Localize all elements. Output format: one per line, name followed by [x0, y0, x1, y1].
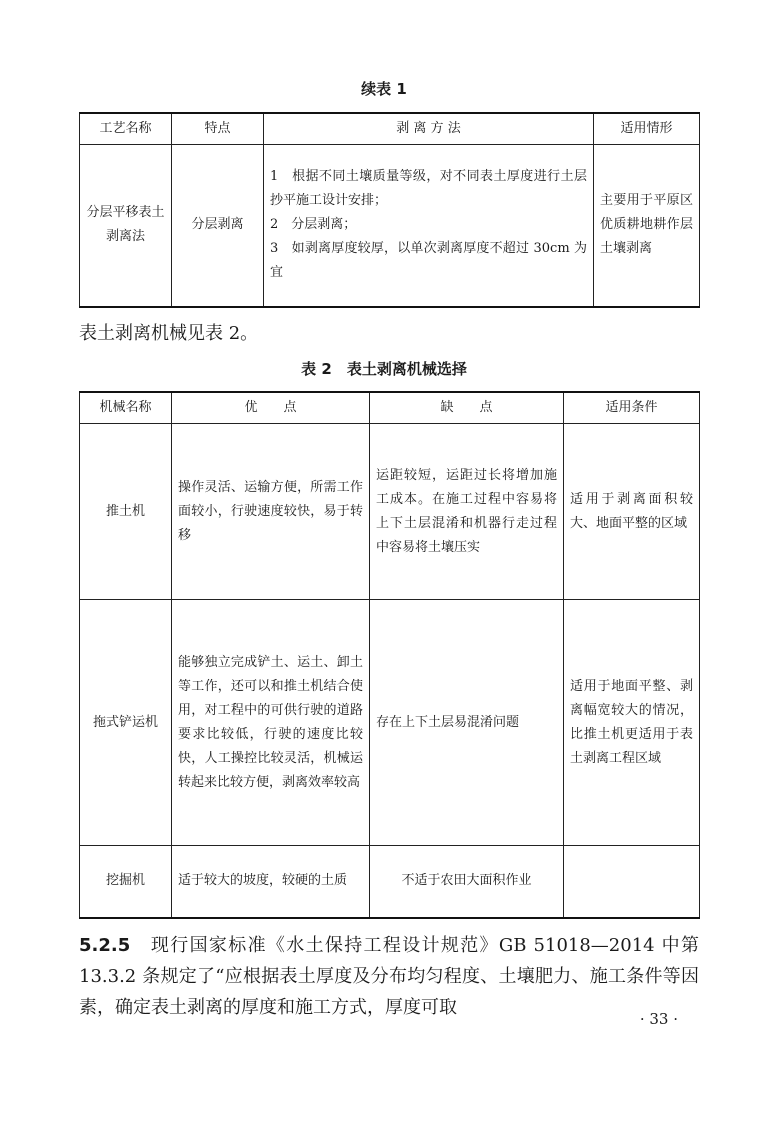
machine-name: 推土机	[80, 424, 172, 600]
table1-method-steps	[264, 145, 594, 307]
machine-name: 拖式铲运机	[80, 600, 172, 846]
table1-process-name: 分层平移表土剥离法	[80, 145, 172, 307]
table1-caption: 续表 1	[361, 80, 407, 98]
machine-conditions	[564, 846, 700, 918]
clause-number: 5.2.5	[79, 935, 131, 956]
table1-header-feature: 特点	[172, 113, 264, 145]
table1-step-3: 3 如剥离厚度较厚，以单次剥离厚度不超过 30cm 为宜	[270, 241, 587, 281]
table-row	[80, 600, 700, 846]
machine-cons: 不适于农田大面积作业	[370, 846, 564, 918]
machine-conditions: 适用于剥离面积较大、地面平整的区域	[564, 424, 700, 600]
table2-header-row	[80, 392, 700, 424]
machine-name: 挖掘机	[80, 846, 172, 918]
table2-header-cons: 缺 点	[370, 392, 564, 424]
table-row	[80, 846, 700, 918]
table2-header-name: 机械名称	[80, 392, 172, 424]
clause-paragraph	[79, 930, 699, 1023]
table1	[79, 112, 700, 308]
table-row	[80, 145, 700, 307]
page-number: · 33 ·	[639, 1010, 678, 1028]
table1-step-2: 2 分层剥离；	[270, 217, 357, 233]
machine-cons: 运距较短，运距过长将增加施工成本。在施工过程中容易将上下土层混淆和机器行走过程中容易将土壤压实	[370, 424, 564, 600]
table1-header-row	[80, 113, 700, 145]
table1-step-1: 1 根据不同土壤质量等级，对不同表土厚度进行土层抄平施工设计安排；	[270, 169, 587, 209]
table-row	[80, 424, 700, 600]
table2-header-conditions: 适用条件	[564, 392, 700, 424]
machine-pros: 适于较大的坡度，较硬的土质	[172, 846, 370, 918]
table1-header-method: 剥 离 方 法	[264, 113, 594, 145]
table2-header-pros: 优 点	[172, 392, 370, 424]
intro-text: 表土剥离机械见表 2。	[79, 323, 259, 344]
table1-header-process: 工艺名称	[80, 113, 172, 145]
table1-header-applicable: 适用情形	[594, 113, 700, 145]
machine-conditions: 适用于地面平整、剥离幅宽较大的情况，比推土机更适用于表土剥离工程区域	[564, 600, 700, 846]
machine-pros: 能够独立完成铲土、运土、卸土等工作，还可以和推土机结合使用，对工程中的可供行驶的道路要求比较低，行驶的速度比较快，人工操控比较灵活，机械运转起来比较方便，剥离效率较高	[172, 600, 370, 846]
clause-text: 现行国家标准《水土保持工程设计规范》GB 51018—2014 中第 13.3.2 条规定了“应根据表土厚度及分布均匀程度、土壤肥力、施工条件等因素，确定表土剥离的厚度和施工方式，厚度可取	[79, 935, 699, 1018]
table1-feature: 分层剥离	[172, 145, 264, 307]
table2	[79, 391, 700, 919]
machine-cons: 存在上下土层易混淆问题	[370, 600, 564, 846]
table2-caption: 表 2 表土剥离机械选择	[301, 360, 467, 378]
machine-pros: 操作灵活、运输方便，所需工作面较小，行驶速度较快，易于转移	[172, 424, 370, 600]
table1-applicable: 主要用于平原区优质耕地耕作层土壤剥离	[594, 145, 700, 307]
